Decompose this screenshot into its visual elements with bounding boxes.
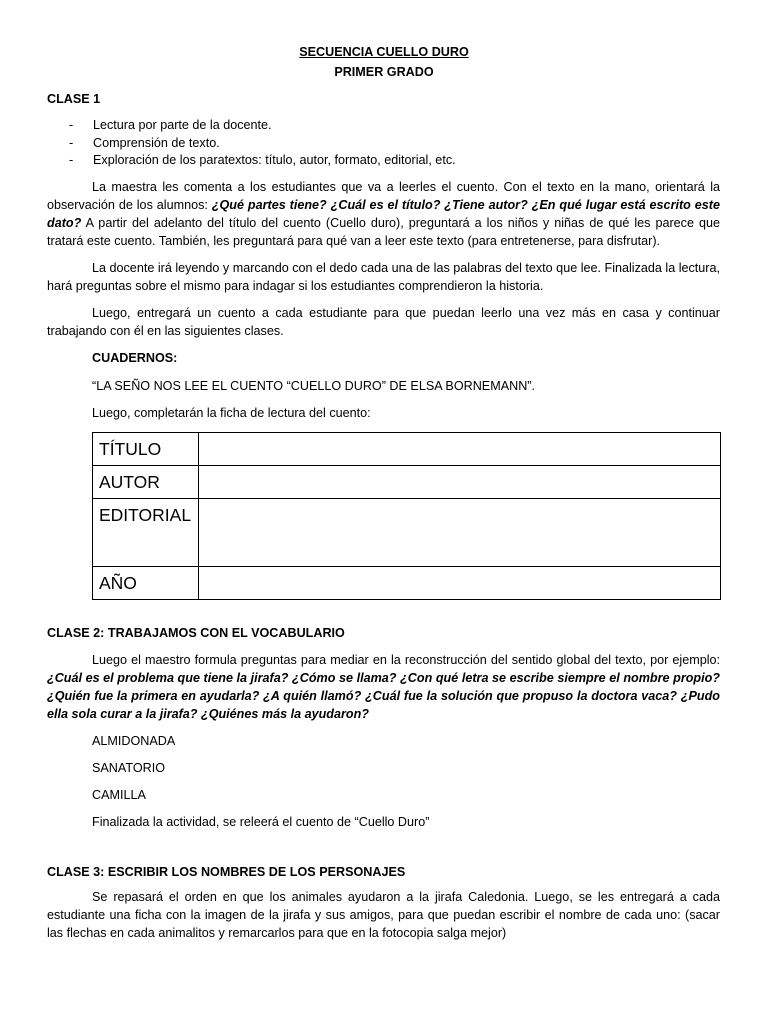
table-row [93, 499, 721, 567]
vocab-word: CAMILLA [92, 788, 146, 802]
clase1-paragraph-1 [47, 178, 720, 250]
list-item [47, 134, 727, 152]
table-row-label: AUTOR [93, 466, 199, 499]
document-subtitle: PRIMER GRADO [334, 65, 434, 79]
table-cell-empty [199, 499, 721, 567]
list-item [47, 116, 727, 134]
clase3-heading: CLASE 3: ESCRIBIR LOS NOMBRES DE LOS PERSONAJES [47, 865, 406, 879]
table-row [93, 433, 721, 466]
list-item-text: Exploración de los paratextos: título, autor, formato, editorial, etc. [93, 153, 456, 167]
table-row-label: EDITORIAL [93, 499, 199, 567]
clase1-paragraph-2: La docente irá leyendo y marcando con el dedo cada una de las palabras del texto que lee. Finalizada la lectura, hará preguntas sobre el mismo para indagar si los estudiantes comprendieron la historia. [47, 261, 721, 293]
ficha-intro: Luego, completarán la ficha de lectura del cuento: [92, 406, 371, 420]
table-row-label: TÍTULO [93, 433, 199, 466]
paragraph-questions: ¿Qué partes tiene? ¿Cuál es el título? ¿Tiene autor? ¿En qué lugar está escrito este dato? [47, 198, 720, 230]
cuadernos-text: “LA SEÑO NOS LEE EL CUENTO “CUELLO DURO” DE ELSA BORNEMANN”. [92, 379, 535, 393]
vocab-word: ALMIDONADA [92, 734, 176, 748]
list-item [47, 151, 727, 169]
clase3-paragraph-1: Se repasará el orden en que los animales ayudaron a la jirafa Caledonia. Luego, se les entregará a cada estudiante una ficha con la imagen de la jirafa y sus amigos, para que puedan escribir el nombre de cada uno: (sacar las flechas en cada animalitos y remarcarlos para que en la fotocopia salga mejor) [47, 890, 720, 940]
paragraph-questions: ¿Cuál es el problema que tiene la jirafa? ¿Cómo se llama? ¿Con qué letra se escribe siempre el nombre propio? ¿Quién fue la primera en ayudarla? ¿A quién llamó? ¿Cuál fue la solución que propuso la doctora vaca? ¿Pudo ella sola curar a la jirafa? ¿Quiénes más la ayudaron? [47, 671, 720, 721]
bullet-marker: - [69, 153, 74, 167]
vocab-word: SANATORIO [92, 761, 166, 775]
ficha-de-lectura-table [92, 432, 721, 600]
clase2-paragraph-1 [47, 651, 720, 723]
paragraph-text: A partir del adelanto del título del cuento (Cuello duro), preguntará a los niños y niñas de qué les parece que tratará este cuento. También, les preguntará para qué van a leer este texto (para entretenerse, para disfrutar). [47, 216, 720, 248]
document-title: SECUENCIA CUELLO DURO [299, 45, 469, 59]
bullet-marker: - [69, 118, 74, 132]
clase2-heading: CLASE 2: TRABAJAMOS CON EL VOCABULARIO [47, 626, 345, 640]
paragraph-text: La maestra les comenta a los estudiantes que va a leerles el cuento. Con el texto en la mano, orientará la observación de los alumnos: [47, 180, 720, 212]
clase1-paragraph-3: Luego, entregará un cuento a cada estudiante para que puedan leerlo una vez más en casa y continuar trabajando con él en las siguientes clases. [47, 306, 720, 338]
paragraph-text: Luego el maestro formula preguntas para mediar en la reconstrucción del sentido global del texto, por ejemplo: [92, 653, 720, 667]
clase2-closing: Finalizada la actividad, se releerá el cuento de “Cuello Duro” [92, 815, 430, 829]
table-row [93, 466, 721, 499]
table-cell-empty [199, 466, 721, 499]
clase1-bullet-list [47, 116, 727, 169]
table-row [93, 567, 721, 600]
clase1-heading: CLASE 1 [47, 92, 101, 106]
list-item-text: Comprensión de texto. [93, 135, 220, 150]
table-cell-empty [199, 433, 721, 466]
bullet-marker: - [69, 135, 74, 150]
table-cell-empty [199, 567, 721, 600]
table-row-label: AÑO [93, 567, 199, 600]
cuadernos-label: CUADERNOS: [92, 351, 178, 365]
list-item-text: Lectura por parte de la docente. [93, 118, 272, 132]
